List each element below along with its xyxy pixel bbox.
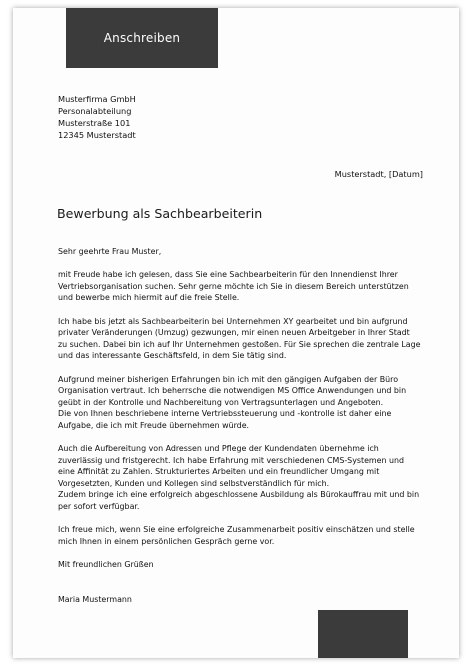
recipient-street: Musterstraße 101: [58, 118, 131, 128]
paragraph-line: zu suchen. Dabei bin ich auf Ihr Unternehmen gestoßen. Für Sie sprechen die zentrale Lage: [58, 339, 421, 349]
paragraph-line: Vorgesetzten, Kunden und Kollegen sind selbstverständlich für mich.: [58, 478, 330, 488]
header-tab-label: Anschreiben: [103, 31, 181, 45]
paragraph-line: und das interessante Geschäftsfeld, in dem Sie tätig sind.: [58, 351, 287, 361]
recipient-department: Personalabteilung: [58, 106, 132, 116]
recipient-city: 12345 Musterstadt: [58, 130, 136, 140]
paragraph-line: Auch die Aufbereitung von Adressen und Pflege der Kundendaten übernehme ich: [58, 444, 379, 454]
paragraph-closing-remark: [58, 524, 430, 547]
letter-page: [13, 8, 459, 658]
salutation: [58, 246, 430, 258]
paragraph-motivation: [58, 316, 430, 362]
recipient-address: [58, 93, 136, 141]
place-date: Musterstadt, [Datum]: [334, 169, 423, 179]
paragraph-line: Die von Ihnen beschriebene interne Vertriebssteuerung und -kontrolle ist daher eine: [58, 409, 392, 419]
paragraph-line: privater Veränderungen (Umzug) gezwungen, mir einen neuen Arbeitgeber in Ihrer Stadt: [58, 328, 410, 338]
paragraph-line: per sofort verfügbar.: [58, 502, 140, 512]
paragraph-line: und bewerbe mich hiermit auf die freie Stelle.: [58, 293, 240, 303]
paragraph-line: Ich freue mich, wenn Sie eine erfolgreiche Zusammenarbeit positiv einschätzen und stelle: [58, 525, 415, 535]
paragraph-line: Aufgabe, die ich mit Freude übernehmen würde.: [58, 420, 250, 430]
letter-subject: Bewerbung als Sachbearbeiterin: [57, 206, 263, 221]
paragraph-line: geübt in der Kontrolle und Nachbereitung von Vertragsunterlagen und Angeboten.: [58, 397, 384, 407]
salutation-line: Sehr geehrte Frau Muster,: [58, 247, 162, 256]
paragraph-skills: [58, 443, 430, 513]
recipient-company: Musterfirma GmbH: [58, 94, 136, 104]
paragraph-line: mich Ihnen in einem persönlichen Gespräch gerne vor.: [58, 536, 275, 546]
anschreiben-header-tab[interactable]: [66, 8, 218, 68]
paragraph-line: zuverlässig und fristgerecht. Ich habe Erfahrung mit verschiedenen CMS-Systemen und: [58, 455, 404, 465]
paragraph-intro: [58, 269, 430, 304]
paragraph-experience: [58, 374, 430, 432]
paragraph-line: Ich habe bis jetzt als Sachbearbeiterin bei Unternehmen XY gearbeitet und bin aufgrund: [58, 316, 408, 326]
closing: [58, 559, 430, 571]
closing-line: Mit freundlichen Grüßen: [58, 560, 154, 570]
paragraph-line: Vertriebsorganisation suchen. Sehr gerne möchte ich Sie in diesem Bereich unterstützen: [58, 281, 409, 291]
footer-decoration-block: [318, 610, 408, 658]
paragraph-line: eine Affinität zu Zahlen. Strukturiertes Arbeiten und ein freundlicher Umgang mit: [58, 467, 380, 477]
paragraph-line: Zudem bringe ich eine erfolgreich abgeschlossene Ausbildung als Bürokauffrau mit und bin: [58, 490, 420, 500]
paragraph-line: Aufgrund meiner bisherigen Erfahrungen bin ich mit den gängigen Aufgaben der Büro: [58, 374, 399, 384]
paragraph-line: Organisation vertraut. Ich beherrsche die notwendigen MS Office Anwendungen und bin: [58, 386, 407, 396]
signature-name: Maria Mustermann: [58, 594, 132, 604]
signature: [58, 594, 430, 606]
paragraph-line: mit Freude habe ich gelesen, dass Sie eine Sachbearbeiterin für den Innendienst Ihrer: [58, 270, 398, 280]
letter-body: [58, 246, 430, 617]
